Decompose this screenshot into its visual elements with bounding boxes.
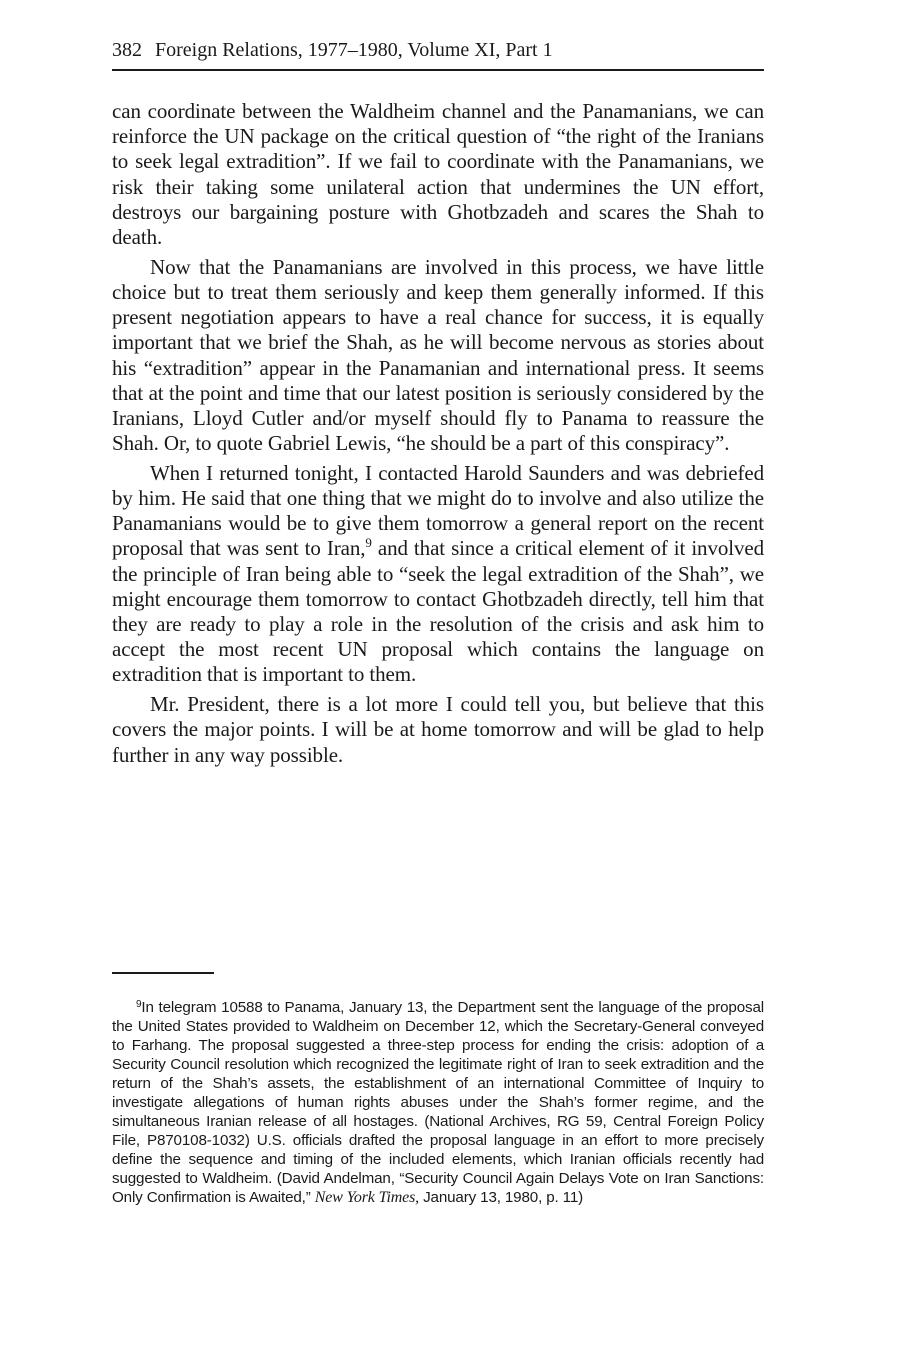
body-paragraph: Now that the Panamanians are involved in this process, we have little choice but to treat them seriously and keep them generally informed. If this present negotiation appears to have a real chance for success, it is equally important that we brief the Shah, as he will become nervous as stories about his “extradition” appear in the Panamanian and international press. It seems that at the point and time that our latest position is seriously considered by the Iranians, Lloyd Cutler and/or myself should fly to Panama to reassure the Shah. Or, to quote Gabriel Lewis, “he should be a part of this conspiracy”.	[112, 254, 764, 456]
document-page	[112, 0, 764, 1351]
paragraph-text: and that since a critical element of it involved the principle of Iran being able to “seek the legal extradition of the Shah”, we might encourage them tomorrow to contact Ghotbzadeh directly, tell him that they are ready to play a role in the resolution of the crisis and ask him to accept the most recent UN proposal which contains the language on extradition that is important to them.	[112, 536, 765, 687]
running-head	[112, 36, 764, 64]
footnote-rule	[112, 972, 214, 974]
footnote-publication-title: New York Times,	[314, 1189, 420, 1206]
footnotes	[112, 998, 764, 1207]
footnote	[112, 998, 764, 1207]
header-rule	[112, 69, 764, 71]
body-text	[112, 99, 764, 772]
page-number: 382	[112, 39, 142, 61]
body-paragraph	[112, 461, 764, 688]
footnote-text: In telegram 10588 to Panama, January 13, the Department sent the language of the proposal the United States provided to Waldheim on December 12, which the Secretary-General conveyed to Farhang. The proposal suggested a three-step process for ending the crisis: adoption of a Security Council resolution which recognized the legitimate right of Iran to seek extradition and the return of the Shah’s assets, the establishment of an international Committee of Inquiry to investigate allegations of human rights abuses under the Shah’s former regime, and the simultaneous Iranian release of all hostages. (National Archives, RG 59, Central Foreign Policy File, P870108-1032) U.S. officials drafted the proposal language in an effort to more precisely define the sequence and timing of the included elements, which Iranian officials recently had suggested to Waldheim. (David Andelman, “Security Council Again Delays Vote on Iran Sanctions: Only Confirmation is Awaited,”	[112, 999, 764, 1206]
footnote-reference: 9	[365, 535, 372, 551]
body-paragraph: can coordinate between the Waldheim channel and the Panamanians, we can reinforce the UN package on the critical question of “the right of the Iranians to seek legal extradition”. If we fail to coordinate with the Panamanians, we risk their taking some unilateral action that undermines the UN effort, destroys our bargaining posture with Ghotbzadeh and scares the Shah to death.	[112, 99, 764, 250]
footnote-number: 9	[136, 999, 142, 1010]
paragraph-text: When I returned tonight, I contacted Harold Saunders and was debriefed by him. He said that one thing that we might do to involve and also utilize the Panamanians would be to give them tomorrow a general report on the recent proposal that was sent to Iran,	[112, 460, 764, 561]
body-paragraph: Mr. President, there is a lot more I could tell you, but believe that this covers the major points. I will be at home tomorrow and will be glad to help further in any way possible.	[112, 692, 764, 767]
footnote-text: January 13, 1980, p. 11)	[419, 1189, 584, 1206]
running-head-title: Foreign Relations, 1977–1980, Volume XI, Part 1	[155, 39, 553, 61]
